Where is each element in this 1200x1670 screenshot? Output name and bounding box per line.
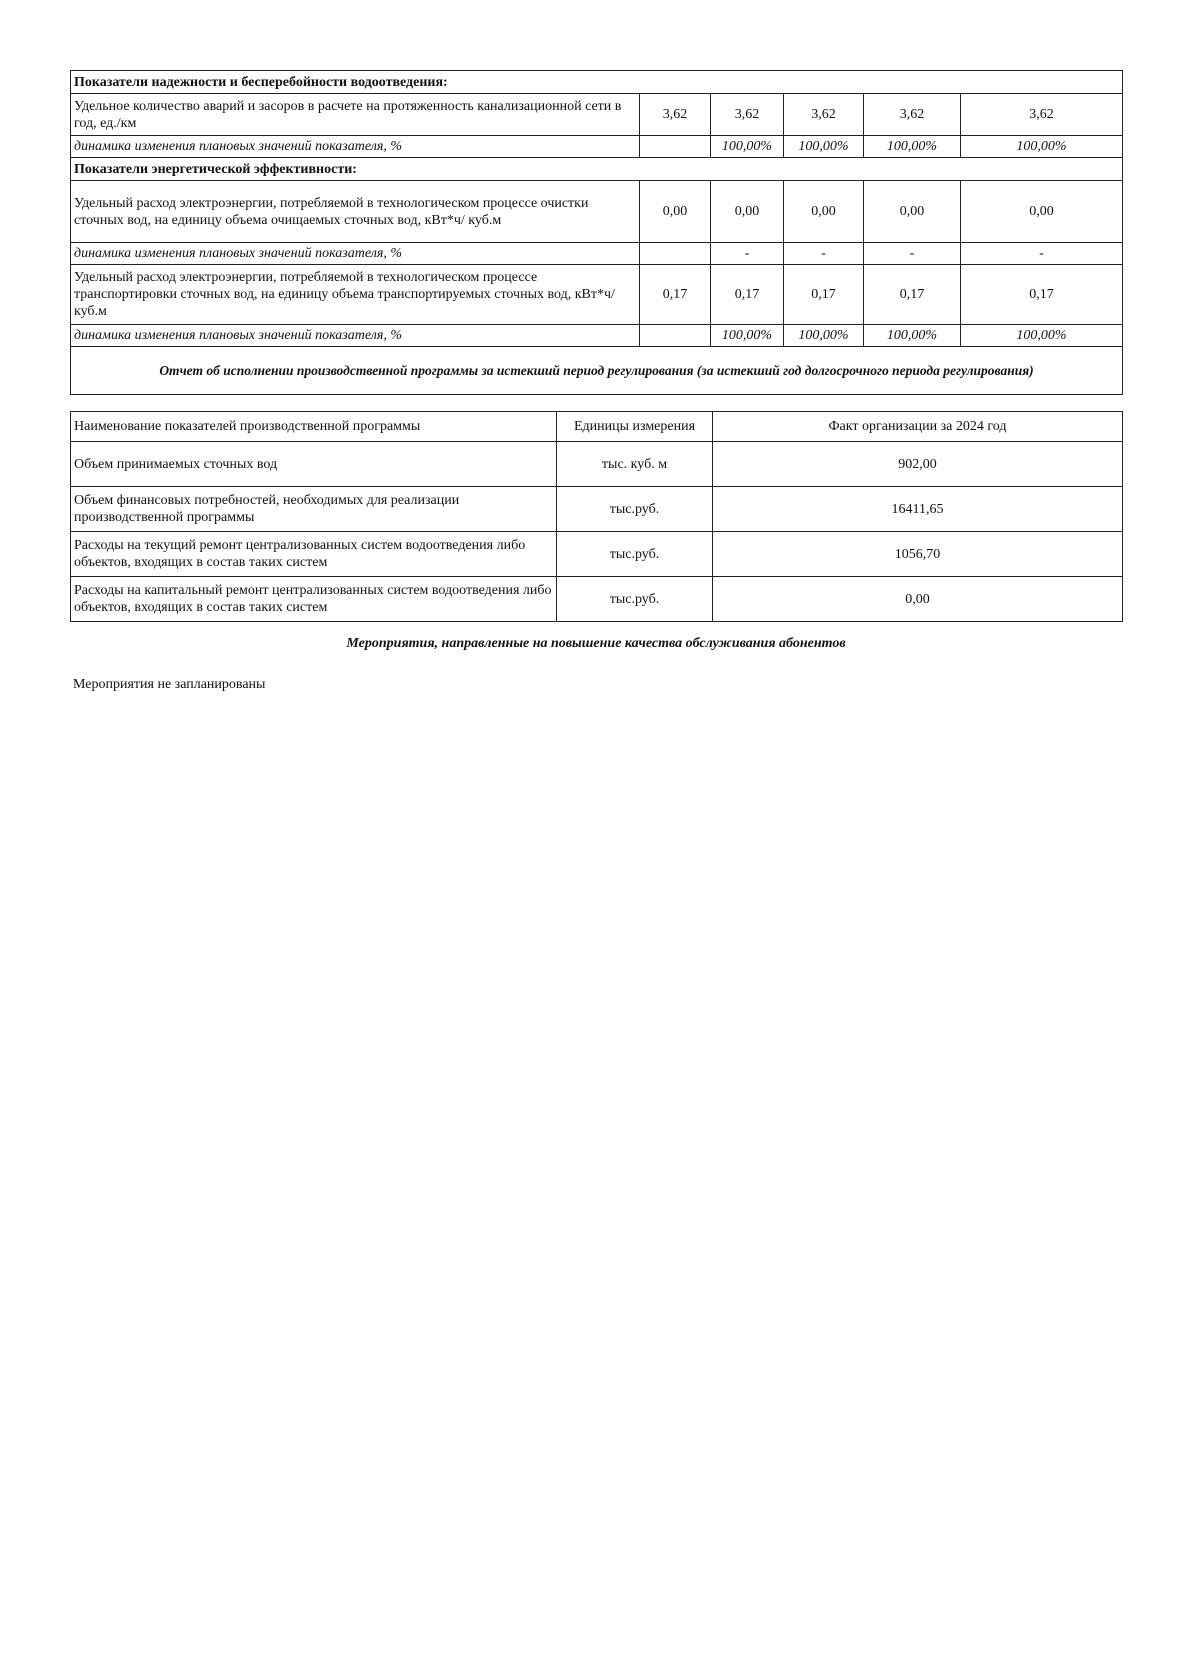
value-cell: 3,62 (784, 94, 864, 136)
measures-note: Мероприятия не запланированы (73, 677, 266, 692)
value-cell: 100,00% (784, 136, 864, 158)
reliability-section-title: Показатели надежности и бесперебойности водоотведения: (71, 71, 1123, 94)
table-row-unit: тыс.руб. (557, 487, 713, 532)
value-cell: 3,62 (864, 94, 961, 136)
value-cell: 0,00 (961, 181, 1123, 243)
value-cell: 100,00% (784, 325, 864, 347)
table-row-name: Расходы на текущий ремонт централизованных систем водоотведения либо объектов, входящих в состав таких систем (71, 532, 557, 577)
header-name: Наименование показателей производственной программы (71, 412, 557, 442)
row-label: динамика изменения плановых значений показателя, % (71, 243, 640, 265)
value-cell: 0,00 (711, 181, 784, 243)
value-cell (640, 243, 711, 265)
table-row-fact: 902,00 (713, 442, 1123, 487)
value-cell: - (711, 243, 784, 265)
value-cell: 0,00 (784, 181, 864, 243)
value-cell: 0,00 (640, 181, 711, 243)
table-row-name: Объем финансовых потребностей, необходимых для реализации производственной программы (71, 487, 557, 532)
value-cell: 100,00% (711, 136, 784, 158)
value-cell: - (864, 243, 961, 265)
value-cell: 3,62 (961, 94, 1123, 136)
value-cell: - (961, 243, 1123, 265)
row-label: Удельный расход электроэнергии, потребляемой в технологическом процессе транспортировки сточных вод, на единицу объема транспортируемых сточных вод, кВт*ч/ куб.м (71, 265, 640, 325)
value-cell: 0,17 (711, 265, 784, 325)
value-cell (640, 136, 711, 158)
table-row-unit: тыс.руб. (557, 532, 713, 577)
table-row-fact: 1056,70 (713, 532, 1123, 577)
header-fact: Факт организации за 2024 год (713, 412, 1123, 442)
table-row-fact: 0,00 (713, 577, 1123, 622)
energy-section-title: Показатели энергетической эффективности: (71, 158, 1123, 181)
table-row-name: Расходы на капитальный ремонт централизованных систем водоотведения либо объектов, входящих в состав таких систем (71, 577, 557, 622)
value-cell: 0,17 (864, 265, 961, 325)
row-label: динамика изменения плановых значений показателя, % (71, 325, 640, 347)
value-cell: 100,00% (961, 136, 1123, 158)
table-row-fact: 16411,65 (713, 487, 1123, 532)
measures-title: Мероприятия, направленные на повышение качества обслуживания абонентов (346, 636, 846, 651)
report-title: Отчет об исполнении производственной программы за истекший период регулирования (за истекший год долгосрочного периода регулирования) (71, 347, 1123, 395)
value-cell: 100,00% (961, 325, 1123, 347)
value-cell: 3,62 (711, 94, 784, 136)
value-cell (640, 325, 711, 347)
table-row-name: Объем принимаемых сточных вод (71, 442, 557, 487)
value-cell: 0,17 (784, 265, 864, 325)
value-cell: 0,17 (640, 265, 711, 325)
value-cell: 0,00 (864, 181, 961, 243)
table-row-unit: тыс. куб. м (557, 442, 713, 487)
value-cell: 100,00% (864, 325, 961, 347)
value-cell: 100,00% (711, 325, 784, 347)
value-cell: - (784, 243, 864, 265)
row-label: Удельный расход электроэнергии, потребляемой в технологическом процессе очистки сточных вод, на единицу объема очищаемых сточных вод, кВт*ч/ куб.м (71, 181, 640, 243)
header-unit: Единицы измерения (557, 412, 713, 442)
value-cell: 0,17 (961, 265, 1123, 325)
value-cell: 3,62 (640, 94, 711, 136)
row-label: динамика изменения плановых значений показателя, % (71, 136, 640, 158)
value-cell: 100,00% (864, 136, 961, 158)
report-table (70, 411, 1123, 622)
table-row-unit: тыс.руб. (557, 577, 713, 622)
row-label: Удельное количество аварий и засоров в расчете на протяженность канализационной сети в год, ед./км (71, 94, 640, 136)
indicators-table (70, 70, 1123, 395)
